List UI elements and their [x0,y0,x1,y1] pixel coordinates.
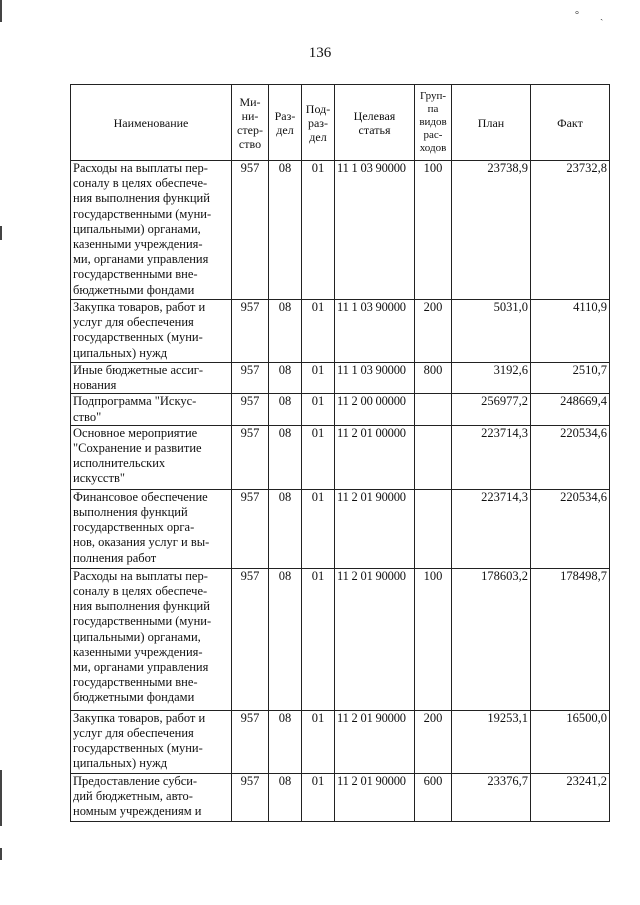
cell-ministry: 957 [232,300,269,363]
cell-name: Расходы на выплаты пер- соналу в целях обеспече- ния выполнения функций государственными (муни- ципальными) органами, казенными учреждения- ми, органами управления государственными вне- бюджетными фондами [71,161,232,300]
cell-section: 08 [269,489,302,568]
scan-margin-mark-bottom [0,848,2,860]
cell-expense-group [415,394,452,425]
cell-section: 08 [269,363,302,394]
cell-fact: 220534,6 [531,489,610,568]
cell-plan: 3192,6 [452,363,531,394]
cell-ministry: 957 [232,394,269,425]
header-subsection: Под- раз- дел [302,85,335,161]
cell-expense-group [415,425,452,489]
cell-subsection: 01 [302,363,335,394]
cell-expense-group: 200 [415,710,452,773]
cell-fact: 220534,6 [531,425,610,489]
page-number: 136 [308,45,332,61]
cell-name: Финансовое обеспечение выполнения функций государственных орга- нов, оказания услуг и вы- полнения работ [71,489,232,568]
corner-mark-1: ° [575,10,579,21]
cell-plan: 256977,2 [452,394,531,425]
cell-expense-group [415,489,452,568]
table-row [71,394,610,425]
cell-target: 11 2 01 90000 [335,568,415,710]
cell-ministry: 957 [232,773,269,821]
cell-section: 08 [269,394,302,425]
cell-plan: 223714,3 [452,425,531,489]
cell-section: 08 [269,425,302,489]
table-row [71,710,610,773]
cell-target: 11 1 03 90000 [335,363,415,394]
cell-name: Подпрограмма "Искус- ство" [71,394,232,425]
header-target: Целевая статья [335,85,415,161]
table-header-row [71,85,610,161]
cell-plan: 178603,2 [452,568,531,710]
cell-ministry: 957 [232,161,269,300]
cell-plan: 23738,9 [452,161,531,300]
table-row [71,300,610,363]
table-row [71,161,610,300]
header-plan: План [452,85,531,161]
cell-section: 08 [269,568,302,710]
cell-fact: 2510,7 [531,363,610,394]
budget-table [70,84,610,822]
cell-subsection: 01 [302,710,335,773]
cell-name: Иные бюджетные ассиг- нования [71,363,232,394]
cell-target: 11 2 00 00000 [335,394,415,425]
cell-fact: 16500,0 [531,710,610,773]
header-ministry: Ми- ни- стер- ство [232,85,269,161]
cell-name: Закупка товаров, работ и услуг для обеспечения государственных (муни- ципальных) нужд [71,300,232,363]
header-expense-group: Груп- па видов рас- ходов [415,85,452,161]
cell-subsection: 01 [302,773,335,821]
cell-subsection: 01 [302,161,335,300]
corner-mark-2: ˎ [600,10,604,21]
cell-target: 11 1 03 90000 [335,300,415,363]
cell-plan: 23376,7 [452,773,531,821]
cell-subsection: 01 [302,425,335,489]
cell-subsection: 01 [302,568,335,710]
cell-section: 08 [269,710,302,773]
cell-expense-group: 600 [415,773,452,821]
table-row [71,363,610,394]
table-row [71,568,610,710]
cell-plan: 19253,1 [452,710,531,773]
cell-expense-group: 800 [415,363,452,394]
scan-margin-mark-middle [0,226,2,240]
cell-name: Основное мероприятие "Сохранение и развитие исполнительских искусств" [71,425,232,489]
header-section: Раз- дел [269,85,302,161]
cell-subsection: 01 [302,300,335,363]
cell-expense-group: 100 [415,568,452,710]
cell-plan: 5031,0 [452,300,531,363]
cell-ministry: 957 [232,363,269,394]
cell-expense-group: 200 [415,300,452,363]
cell-ministry: 957 [232,568,269,710]
cell-target: 11 2 01 90000 [335,773,415,821]
cell-subsection: 01 [302,394,335,425]
cell-ministry: 957 [232,710,269,773]
scan-margin-mark-top [0,0,2,22]
table-row [71,773,610,821]
cell-fact: 23241,2 [531,773,610,821]
table-row [71,425,610,489]
cell-fact: 248669,4 [531,394,610,425]
cell-fact: 178498,7 [531,568,610,710]
cell-section: 08 [269,300,302,363]
cell-name: Предоставление субси- дий бюджетным, авто- номным учреждениям и [71,773,232,821]
cell-target: 11 2 01 90000 [335,710,415,773]
header-name: Наименование [71,85,232,161]
table-row [71,489,610,568]
cell-target: 11 1 03 90000 [335,161,415,300]
cell-ministry: 957 [232,425,269,489]
cell-fact: 23732,8 [531,161,610,300]
cell-ministry: 957 [232,489,269,568]
cell-target: 11 2 01 90000 [335,489,415,568]
cell-plan: 223714,3 [452,489,531,568]
cell-section: 08 [269,773,302,821]
cell-section: 08 [269,161,302,300]
cell-name: Расходы на выплаты пер- соналу в целях обеспече- ния выполнения функций государственными (муни- ципальными) органами, казенными учреждения- ми, органами управления государственными вне- бюджетными фондами [71,568,232,710]
cell-expense-group: 100 [415,161,452,300]
cell-name: Закупка товаров, работ и услуг для обеспечения государственных (муни- ципальных) нужд [71,710,232,773]
scan-margin-mark-lower [0,770,2,826]
cell-subsection: 01 [302,489,335,568]
header-fact: Факт [531,85,610,161]
cell-fact: 4110,9 [531,300,610,363]
cell-target: 11 2 01 00000 [335,425,415,489]
